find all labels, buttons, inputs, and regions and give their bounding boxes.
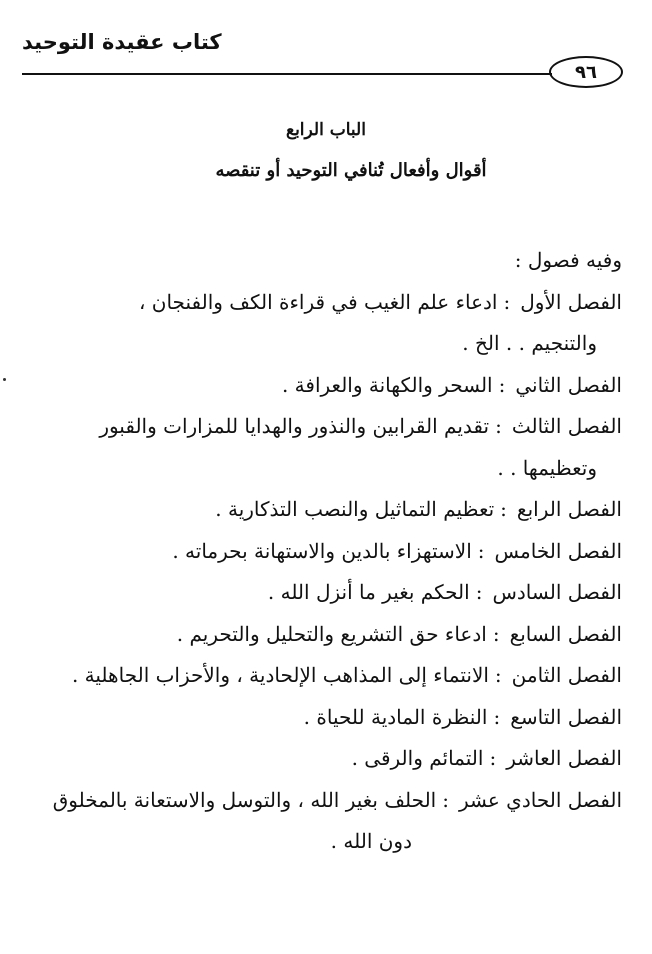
section-separator: : [477,538,485,563]
sections-list [52,240,622,863]
section-item [62,406,622,448]
chapter-label: الباب الرابع [286,120,366,140]
section-item [62,738,622,780]
section-label: الفصل الثامن [511,663,622,687]
section-item [62,489,622,531]
section-label: الفصل الخامس [494,538,622,563]
section-label: الفصل التاسع [510,704,622,729]
section-separator: : [503,289,511,314]
section-text: ادعاء علم الغيب في قراءة الكف والفنجان ، [138,289,498,314]
section-separator: : [489,746,497,770]
section-item [62,697,622,739]
section-separator: : [442,787,449,812]
section-item [62,282,622,324]
section-item [62,614,622,656]
section-text: تقديم القرابين والنذور والهدايا للمزارات والقبور [99,414,490,438]
section-separator: : [492,621,500,646]
section-text: السحر والكهانة والعرافة . [281,372,493,397]
section-item [62,365,622,407]
page-header [0,0,652,100]
chapter-subtitle: أقوال وأفعال تُنافي التوحيد أو تنقصه [215,160,487,181]
section-separator: : [494,663,502,687]
page-number: ٩٦ [575,61,597,83]
section-item [62,655,622,697]
page-number-badge [549,56,623,88]
section-text: النظرة المادية للحياة . [303,704,488,729]
section-separator: : [498,372,506,397]
intro-line: وفيه فصول : [514,248,622,272]
section-text: التمائم والرقى . [351,746,484,770]
section-text: ادعاء حق التشريع والتحليل والتحريم . [176,621,487,646]
margin-dot [3,378,6,381]
section-label: الفصل العاشر [506,746,622,770]
section-text: الحكم بغير ما أنزل الله . [267,580,470,604]
section-separator: : [493,704,501,729]
section-continuation: والتنجيم . . الخ . [462,331,597,355]
section-label: الفصل الرابع [516,497,622,521]
section-label: الفصل السادس [492,580,622,604]
section-item [62,531,622,573]
section-separator: : [475,580,483,604]
section-continuation: دون الله . [330,829,412,853]
section-label: الفصل الأول [520,289,622,314]
section-label: الفصل السابع [509,621,622,646]
header-rule [22,73,552,75]
section-text: تعظيم التماثيل والنصب التذكارية . [215,497,495,521]
section-text: الحلف بغير الله ، والتوسل والاستعانة بالمخلوق [52,787,437,812]
section-separator: : [495,414,502,438]
section-text: الانتماء إلى المذاهب الإلحادية ، والأحزاب الجاهلية . [71,663,489,687]
section-continuation: وتعظيمها . . [497,455,597,480]
section-item [52,780,622,822]
section-label: الفصل الثالث [511,414,622,438]
section-separator: : [500,497,507,521]
section-text: الاستهزاء بالدين والاستهانة بحرماته . [172,538,472,563]
section-item [62,572,622,614]
running-book-title: كتاب عقيدة التوحيد [22,30,222,54]
section-label: الفصل الحادي عشر [459,787,622,812]
section-label: الفصل الثاني [515,372,622,397]
